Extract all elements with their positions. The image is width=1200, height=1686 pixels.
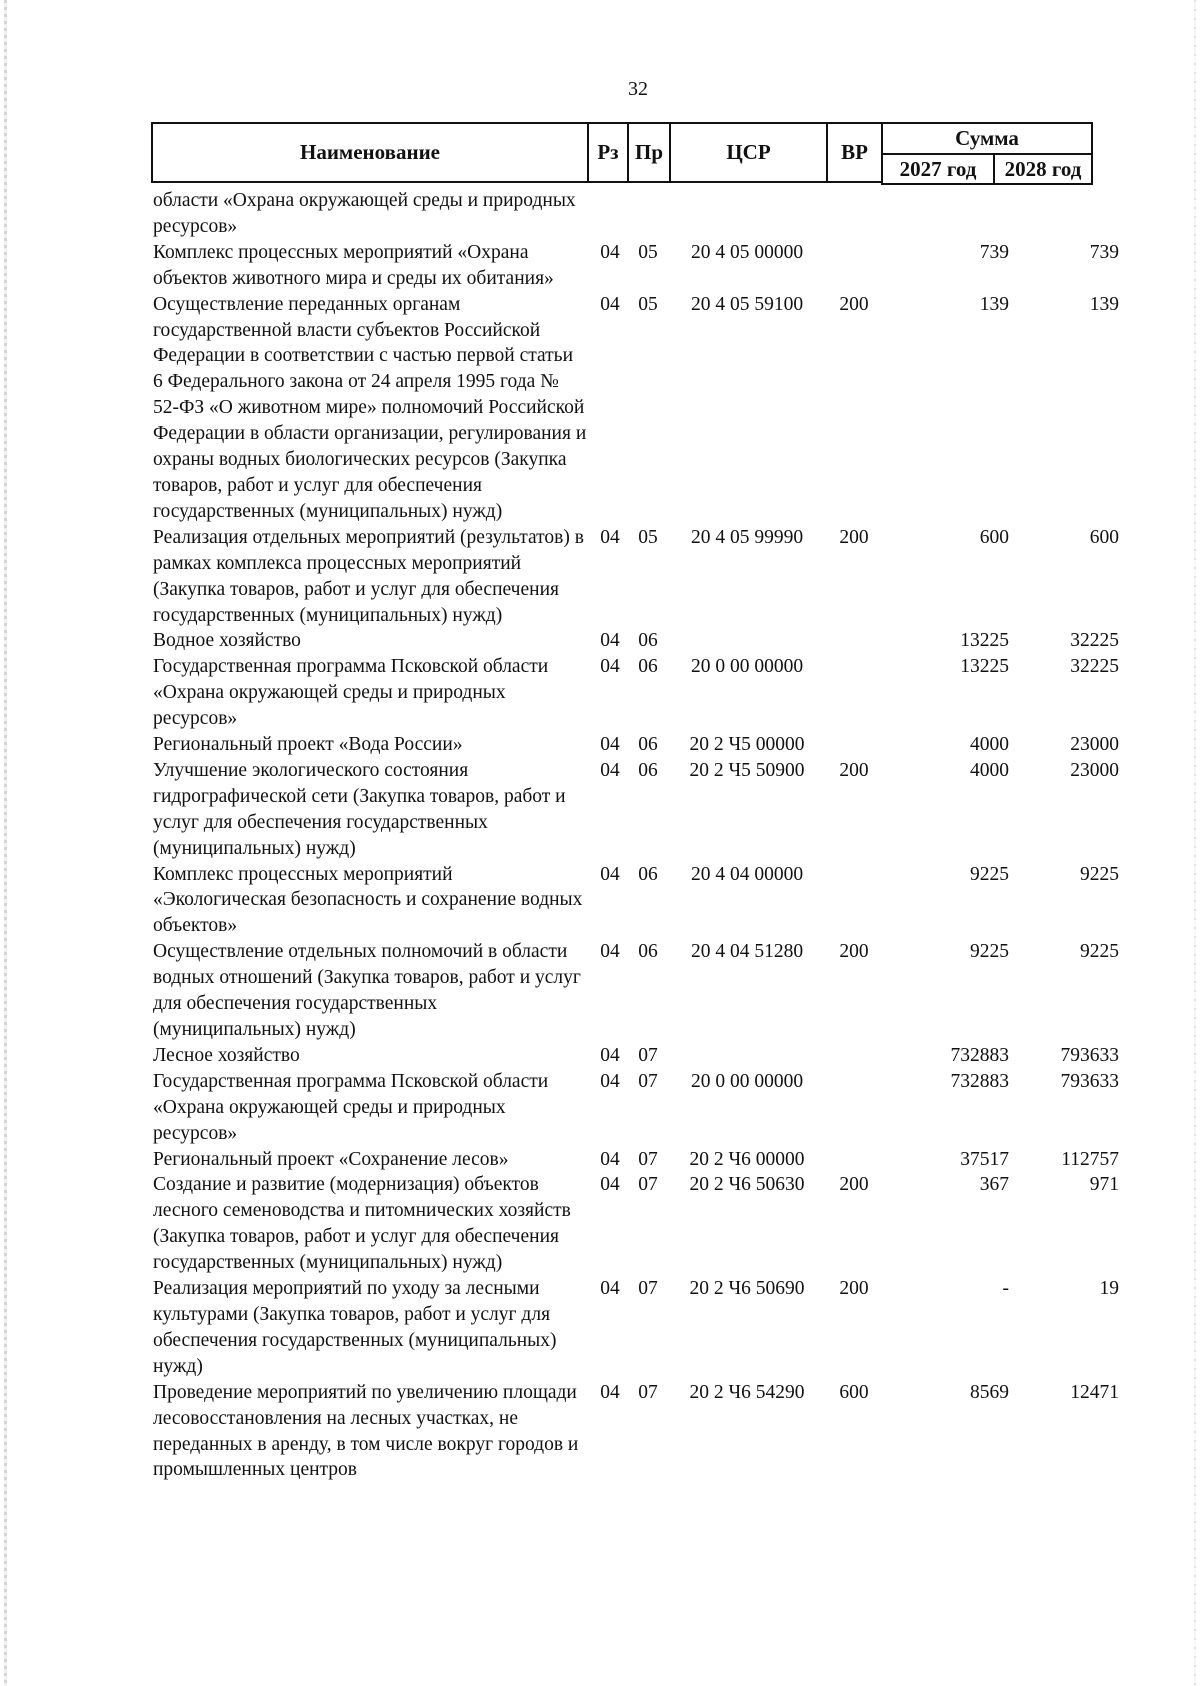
- header-csr: ЦСР: [669, 122, 826, 183]
- row-csr: 20 2 Ч6 50690: [689, 1278, 805, 1300]
- header-name: Наименование: [151, 122, 587, 183]
- table-row: [151, 939, 1121, 1043]
- row-amount-2027: 4000: [970, 759, 1009, 781]
- table-row: [151, 654, 1121, 732]
- row-amount-2028: 19: [1099, 1278, 1119, 1300]
- row-amount-2027: 739: [979, 241, 1009, 263]
- table-row: [151, 1147, 1121, 1173]
- row-name: Государственная программа Псковской области «Охрана окружающей среды и природных ресурсов»: [153, 656, 549, 730]
- row-vr: 200: [839, 1174, 869, 1196]
- row-rz: 04: [600, 1278, 620, 1300]
- row-amount-2028: 32225: [1070, 656, 1119, 678]
- row-vr: [827, 732, 881, 758]
- row-amount-2028: 139: [1089, 293, 1119, 315]
- row-rz: 04: [600, 734, 620, 756]
- row-amount-2027: 9225: [970, 941, 1009, 963]
- header-year-2028: 2028 год: [993, 153, 1093, 185]
- row-pr: 06: [638, 759, 658, 781]
- row-rz: 04: [600, 863, 620, 885]
- row-pr: 06: [638, 734, 658, 756]
- header-year-2027: 2027 год: [881, 153, 993, 185]
- table-row: [151, 188, 1121, 240]
- row-amount-2028: [1009, 188, 1119, 240]
- row-csr: 20 2 Ч6 00000: [689, 1148, 805, 1170]
- row-amount-2028: 739: [1089, 241, 1119, 263]
- row-amount-2027: 13225: [960, 630, 1009, 652]
- row-csr: [667, 628, 827, 654]
- row-vr: 200: [839, 759, 869, 781]
- row-amount-2028: 112757: [1061, 1148, 1119, 1170]
- row-rz: 04: [600, 656, 620, 678]
- row-vr: [827, 1147, 881, 1173]
- header-vr: ВР: [826, 122, 881, 183]
- row-amount-2028: 9225: [1080, 863, 1119, 885]
- row-pr: 07: [638, 1070, 658, 1092]
- table-row: [151, 732, 1121, 758]
- row-name: Создание и развитие (модернизация) объектов лесного семеноводства и питомнических хозяйств (Закупка товаров, работ и услуг для обеспечения государственных (муниципальных) нужд): [153, 1174, 571, 1274]
- row-vr: [827, 628, 881, 654]
- row-name: Государственная программа Псковской области «Охрана окружающей среды и природных ресурсов»: [153, 1070, 549, 1144]
- row-name: Комплекс процессных мероприятий «Охрана объектов животного мира и среды их обитания»: [153, 241, 554, 289]
- row-amount-2028: 12471: [1070, 1381, 1119, 1403]
- row-vr: [827, 240, 881, 292]
- table-row: [151, 292, 1121, 525]
- row-rz: 04: [600, 941, 620, 963]
- row-rz: 04: [600, 241, 620, 263]
- row-amount-2027: 13225: [960, 656, 1009, 678]
- row-csr: 20 4 05 59100: [690, 293, 804, 315]
- row-rz: 04: [600, 1148, 620, 1170]
- row-vr: 200: [839, 526, 869, 548]
- row-rz: [587, 188, 629, 240]
- row-amount-2028: 793633: [1060, 1044, 1119, 1066]
- row-pr: 06: [638, 656, 658, 678]
- table-row: [151, 758, 1121, 862]
- row-name: Региональный проект «Вода России»: [153, 734, 463, 756]
- row-vr: 200: [839, 941, 869, 963]
- row-name: Осуществление отдельных полномочий в области водных отношений (Закупка товаров, работ и услуг для обеспечения государственных (муниципальных) нужд): [153, 941, 581, 1040]
- row-name: Региональный проект «Сохранение лесов»: [153, 1148, 509, 1170]
- row-pr: 07: [638, 1174, 658, 1196]
- row-amount-2027: [881, 188, 1009, 240]
- row-csr: [667, 1043, 827, 1069]
- row-name: Проведение мероприятий по увеличению площади лесовосстановления на лесных участках, не переданных в аренду, в том числе вокруг городов и промышленных центров: [153, 1381, 579, 1481]
- row-amount-2027: -: [1002, 1278, 1009, 1300]
- table-row: [151, 525, 1121, 629]
- row-rz: 04: [600, 526, 620, 548]
- row-amount-2028: 9225: [1080, 941, 1119, 963]
- header-summa: Сумма: [881, 122, 1093, 153]
- row-csr: 20 2 Ч6 50630: [689, 1174, 805, 1196]
- header-rz: Рз: [587, 122, 627, 183]
- table-row: [151, 1043, 1121, 1069]
- row-rz: 04: [600, 293, 620, 315]
- row-amount-2028: 32225: [1070, 630, 1119, 652]
- row-pr: 06: [638, 630, 658, 652]
- row-csr: 20 4 04 00000: [690, 863, 804, 885]
- row-rz: 04: [600, 1070, 620, 1092]
- row-amount-2027: 600: [979, 526, 1009, 548]
- row-pr: 05: [638, 293, 658, 315]
- row-csr: 20 2 Ч6 54290: [689, 1381, 805, 1403]
- row-vr: 200: [839, 293, 869, 315]
- row-amount-2027: 4000: [970, 734, 1009, 756]
- row-pr: [629, 188, 667, 240]
- row-vr: [827, 1043, 881, 1069]
- table-row: [151, 1380, 1121, 1484]
- row-pr: 07: [638, 1148, 658, 1170]
- row-pr: 05: [638, 526, 658, 548]
- row-amount-2028: 600: [1089, 526, 1119, 548]
- row-amount-2027: 732883: [950, 1070, 1009, 1092]
- row-csr: [667, 188, 827, 240]
- row-rz: 04: [600, 1381, 620, 1403]
- row-amount-2027: 37517: [960, 1148, 1009, 1170]
- row-rz: 04: [600, 759, 620, 781]
- row-amount-2027: 367: [979, 1174, 1009, 1196]
- row-pr: 06: [638, 863, 658, 885]
- row-name: Осуществление переданных органам государственной власти субъектов Российской Федерации в соответствии с частью первой статьи 6 Федерального закона от 24 апреля 1995 года № 52-ФЗ «О животном мире» полномочий Российской Федерации в области организации, регулирования и охраны водных биологических ресурсов (Закупка товаров, работ и услуг для обеспечения государственных (муниципальных) нужд): [153, 293, 587, 522]
- row-csr: 20 0 00 00000: [690, 1070, 804, 1092]
- row-name: Улучшение экологического состояния гидрографической сети (Закупка товаров, работ и услуг для обеспечения государственных (муниципальных) нужд): [153, 759, 566, 859]
- row-vr: [827, 654, 881, 732]
- row-pr: 06: [638, 941, 658, 963]
- row-rz: 04: [600, 630, 620, 652]
- table-row: [151, 1172, 1121, 1276]
- row-name: Комплекс процессных мероприятий «Экологическая безопасность и сохранение водных объектов»: [153, 863, 583, 937]
- table-header: [151, 122, 1115, 185]
- row-amount-2028: 23000: [1070, 759, 1119, 781]
- row-amount-2028: 23000: [1070, 734, 1119, 756]
- row-amount-2028: 793633: [1060, 1070, 1119, 1092]
- scan-right-edge: [1194, 0, 1196, 1686]
- row-csr: 20 4 05 99990: [690, 526, 804, 548]
- row-pr: 05: [638, 241, 658, 263]
- table-row: [151, 240, 1121, 292]
- row-csr: 20 4 05 00000: [690, 241, 804, 263]
- row-name: Водное хозяйство: [153, 630, 301, 652]
- row-name: Лесное хозяйство: [153, 1044, 300, 1066]
- row-amount-2027: 732883: [950, 1044, 1009, 1066]
- row-pr: 07: [638, 1278, 658, 1300]
- row-csr: 20 0 00 00000: [690, 656, 804, 678]
- row-amount-2027: 8569: [970, 1381, 1009, 1403]
- row-amount-2027: 9225: [970, 863, 1009, 885]
- row-rz: 04: [600, 1174, 620, 1196]
- table-row: [151, 1276, 1121, 1380]
- row-csr: 20 2 Ч5 50900: [689, 759, 805, 781]
- row-pr: 07: [638, 1381, 658, 1403]
- row-vr: [827, 862, 881, 940]
- row-name: Реализация мероприятий по уходу за лесными культурами (Закупка товаров, работ и услуг для обеспечения государственных (муниципальных) нужд): [153, 1278, 557, 1377]
- table-row: [151, 1069, 1121, 1147]
- row-csr: 20 4 04 51280: [690, 941, 804, 963]
- table-row: [151, 862, 1121, 940]
- header-pr: Пр: [627, 122, 669, 183]
- page-number: 32: [628, 78, 648, 100]
- row-vr: [827, 1069, 881, 1147]
- row-vr: [827, 188, 881, 240]
- row-csr: 20 2 Ч5 00000: [689, 734, 805, 756]
- row-rz: 04: [600, 1044, 620, 1066]
- row-vr: 600: [839, 1381, 869, 1403]
- scan-left-edge: [4, 0, 7, 1686]
- row-amount-2027: 139: [979, 293, 1009, 315]
- table-body: [151, 188, 1121, 1483]
- table-row: [151, 628, 1121, 654]
- row-amount-2028: 971: [1089, 1174, 1119, 1196]
- row-name: области «Охрана окружающей среды и природных ресурсов»: [153, 190, 576, 237]
- row-vr: 200: [839, 1278, 869, 1300]
- row-name: Реализация отдельных мероприятий (результатов) в рамках комплекса процессных мероприятий (Закупка товаров, работ и услуг для обеспечения государственных (муниципальных) нужд): [153, 526, 584, 626]
- row-pr: 07: [638, 1044, 658, 1066]
